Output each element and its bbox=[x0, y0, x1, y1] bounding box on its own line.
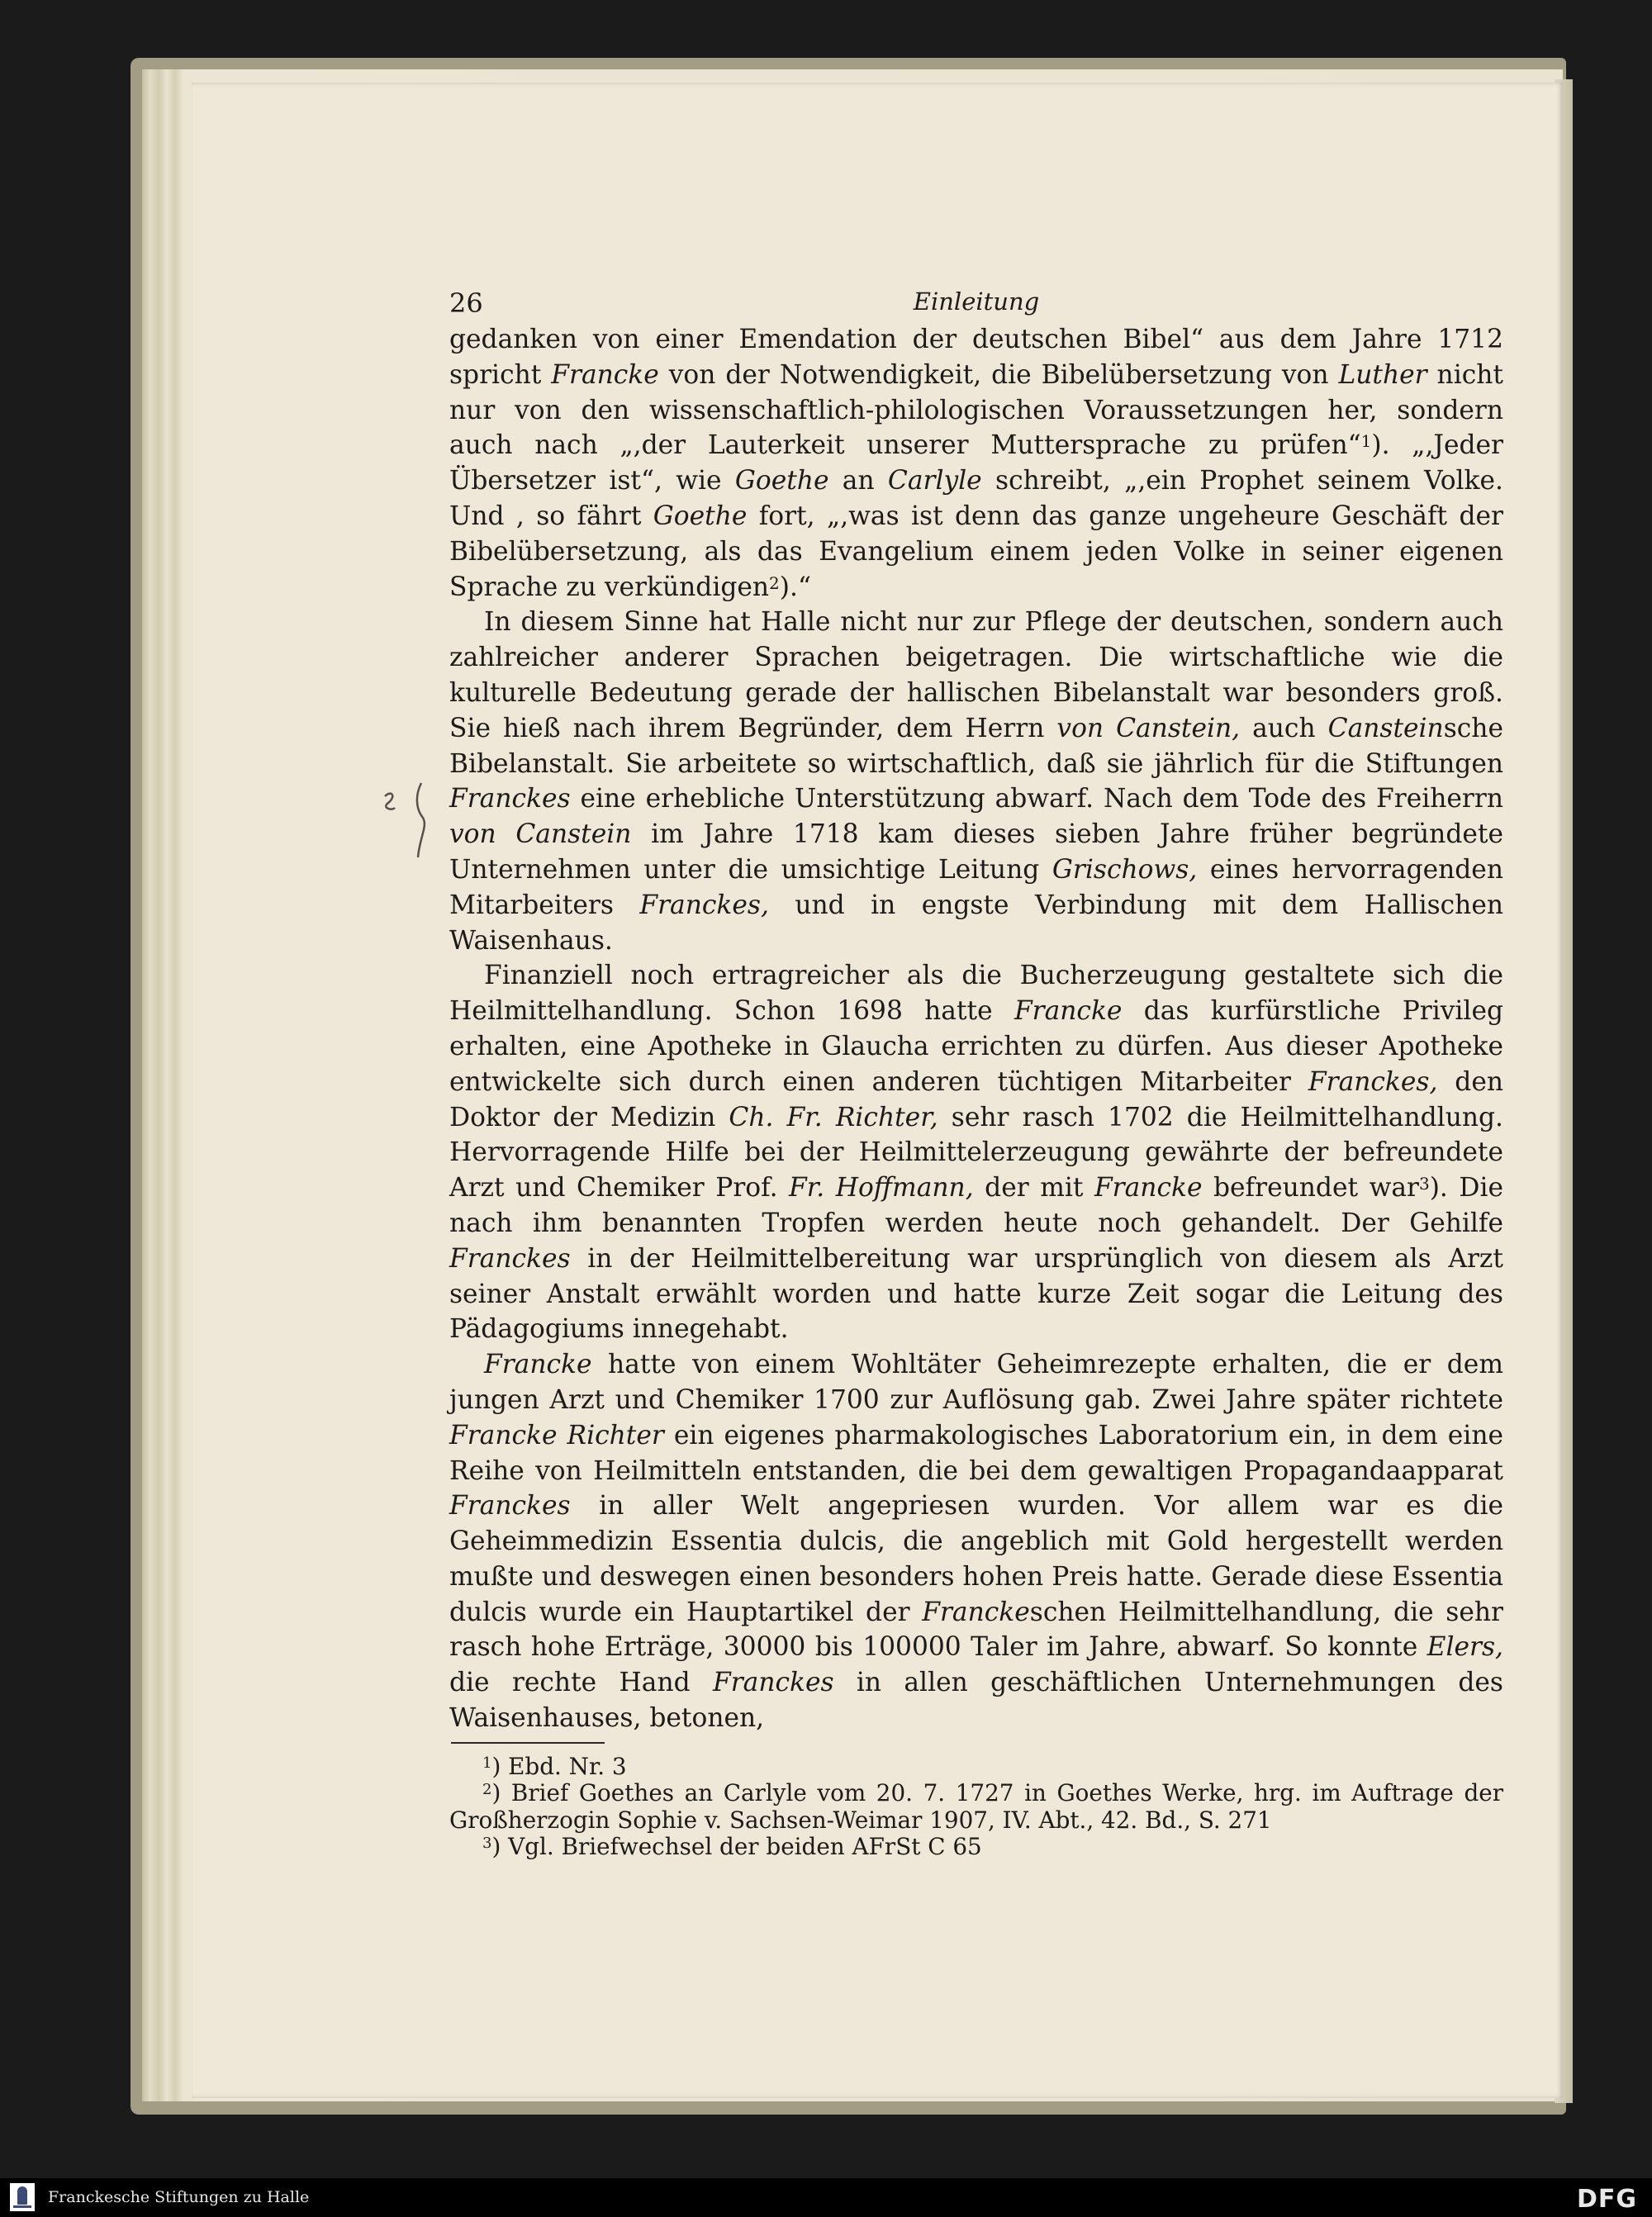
italic-name: Francke bbox=[922, 1597, 1030, 1627]
text-run: schen Heilmittelhandlung, die sehr rasch hohe Erträge, 30000 bis 100000 Taler im Jahre, abwarf. So konnte bbox=[449, 1597, 1503, 1663]
text-run: schreibt, „,ein Prophet seinem Volke. Und , so fährt bbox=[449, 466, 1503, 531]
italic-name: Franckes bbox=[449, 1491, 571, 1522]
text-run: von der Notwendigkeit, die Bibelübersetzung von bbox=[658, 359, 1339, 390]
running-title: Einleitung bbox=[913, 287, 1040, 316]
running-head bbox=[449, 281, 1503, 322]
italic-name: Franckes, bbox=[1308, 1066, 1438, 1097]
italic-name: Francke bbox=[551, 359, 659, 390]
italic-name: Francke bbox=[484, 1350, 592, 1380]
paragraph-4 bbox=[449, 1347, 1503, 1736]
italic-name: Francke Richter bbox=[449, 1420, 664, 1450]
italic-name: von Canstein, bbox=[1056, 713, 1241, 743]
text-run: im Jahre 1718 kam dieses sieben Jahre früher begründete Unternehmen unter die umsichtige Leitung bbox=[449, 819, 1503, 885]
text-run: in aller Welt angepriesen wurden. Vor allem war es die Geheimmedizin Essentia dulcis, die angeblich mit Gold hergestellt werden mußte und deswegen einen besonders hohen Preis hatte. Gerade diese Essentia dulcis wurde ein Hauptartikel der bbox=[449, 1491, 1503, 1627]
italic-name: Francke bbox=[1014, 996, 1123, 1027]
text-run: In diesem Sinne hat Halle nicht nur zur Pflege der deutschen, sondern auch zahlreicher anderer Sprachen beigetragen. Die wirtschaftliche wie die kulturelle Bedeutung gerade der hallischen Bibelanstalt war besonders groß. Sie hieß nach ihrem Begründer, dem Herrn bbox=[449, 607, 1503, 743]
footnote-text: ) Vgl. Briefwechsel der beiden AFrSt C 65 bbox=[491, 1833, 982, 1861]
text-run: ).“ bbox=[779, 572, 811, 602]
italic-name: von Canstein bbox=[449, 819, 632, 850]
italic-name: Franckes bbox=[449, 1243, 571, 1274]
footnote-text: ) Ebd. Nr. 3 bbox=[491, 1752, 627, 1780]
footnotes bbox=[449, 1754, 1503, 1861]
italic-name: Luther bbox=[1338, 359, 1427, 390]
italic-name: Fr. Hoffmann, bbox=[789, 1173, 974, 1203]
text-run: eines hervorragenden Mitarbeiters bbox=[449, 854, 1503, 920]
footnote-2 bbox=[449, 1780, 1503, 1834]
text-run: der mit bbox=[973, 1173, 1094, 1203]
footnote-reference: 2 bbox=[769, 572, 780, 593]
italic-name: Grischows, bbox=[1051, 854, 1198, 885]
text-run: das kurfürstliche Privileg erhalten, eine Apotheke in Glaucha errichten zu dürfen. Aus dieser Apotheke entwickelte sich durch einen anderen tüchtigen Mitarbeiter bbox=[449, 996, 1504, 1097]
italic-name: Francke bbox=[1094, 1173, 1203, 1203]
italic-name: Ch. Fr. Richter, bbox=[729, 1102, 938, 1132]
text-run: auch bbox=[1240, 713, 1328, 743]
institution-link[interactable]: Franckesche Stiftungen zu Halle bbox=[48, 2188, 310, 2206]
text-run: ein eigenes pharmakologisches Laboratorium ein, in dem eine Reihe von Heilmitteln entstanden, die bei dem gewaltigen Propagandaapparat bbox=[449, 1420, 1503, 1486]
text-run: sehr rasch 1702 die Heilmittelhandlung. Hervorragende Hilfe bei der Heilmittelerzeugung gewährte der befreundete Arzt und Chemiker Prof. bbox=[449, 1102, 1503, 1203]
italic-name: Elers, bbox=[1427, 1632, 1503, 1663]
text-run: befreundet war bbox=[1202, 1173, 1419, 1203]
footnote-number: 3 bbox=[482, 1835, 492, 1853]
text-block bbox=[449, 281, 1503, 1861]
text-run: und in engste Verbindung mit dem Hallischen Waisenhaus. bbox=[449, 890, 1503, 956]
text-run: ). Die nach ihm benannten Tropfen werden heute noch gehandelt. Der Gehilfe bbox=[449, 1173, 1504, 1238]
text-run: eine erhebliche Unterstützung abwarf. Nach dem Tode des Freiherrn bbox=[570, 784, 1503, 814]
dfg-logo[interactable]: DFG bbox=[1576, 2185, 1637, 2214]
footnote-rule bbox=[451, 1742, 605, 1744]
figure-logo-icon[interactable] bbox=[10, 2183, 35, 2211]
text-run: nicht nur von den wissenschaftlich-philologischen Voraussetzungen her, sondern auch nach „,der Lauterkeit unserer Muttersprache zu prüfen“ bbox=[449, 359, 1503, 461]
text-run: sche Bibelanstalt. Sie arbeitete so wirtschaftlich, daß sie jährlich für die Stiftungen bbox=[449, 713, 1503, 779]
italic-name: Franckes, bbox=[639, 890, 769, 920]
text-run: die rechte Hand bbox=[449, 1668, 713, 1698]
body-text bbox=[449, 322, 1503, 1736]
pencil-margin-mark bbox=[373, 778, 439, 861]
italic-name: Franckes bbox=[712, 1668, 834, 1698]
text-run: hatte von einem Wohltäter Geheimrezepte erhalten, die er dem jungen Arzt und Chemiker 1700 zur Auflösung gab. Zwei Jahre später richtete bbox=[449, 1350, 1503, 1415]
text-run: fort, „,was ist denn das ganze ungeheure Geschäft der Bibelübersetzung, als das Evangelium einem jeden Volke in seiner eigenen Sprache zu verkündigen bbox=[449, 501, 1503, 602]
italic-name: Goethe bbox=[653, 501, 748, 531]
text-run: ). „,Jeder Übersetzer ist“, wie bbox=[449, 430, 1503, 496]
footnote-reference: 1 bbox=[1360, 431, 1372, 452]
text-run: in der Heilmittelbereitung war ursprünglich von diesem als Arzt seiner Anstalt erwählt worden und hatte kurze Zeit sogar die Leitung des Pädagogiums innegehabt. bbox=[449, 1243, 1503, 1345]
text-run: in allen geschäftlichen Unternehmungen des Waisenhauses, betonen, bbox=[449, 1668, 1503, 1734]
text-run: den Doktor der Medizin bbox=[449, 1066, 1503, 1132]
paragraph-1 bbox=[449, 322, 1503, 605]
italic-name: Goethe bbox=[734, 466, 829, 496]
text-run: Finanziell noch ertragreicher als die Bucherzeugung gestaltete sich die Heilmittelhandlung. Schon 1698 hatte bbox=[449, 961, 1503, 1027]
footnote-reference: 3 bbox=[1418, 1174, 1430, 1194]
italic-name: Carlyle bbox=[887, 466, 982, 496]
italic-name: Franckes bbox=[449, 784, 571, 814]
footnote-number: 2 bbox=[482, 1781, 492, 1799]
paragraph-3 bbox=[449, 958, 1503, 1347]
italic-name: Canstein bbox=[1327, 713, 1444, 743]
text-run: gedanken von einer Emendation der deutschen Bibel“ aus dem Jahre 1712 spricht bbox=[449, 325, 1503, 390]
text-run: an bbox=[828, 466, 888, 496]
footnote-1 bbox=[449, 1754, 1503, 1781]
footnote-number: 1 bbox=[482, 1754, 492, 1772]
footnote-3 bbox=[449, 1834, 1503, 1861]
footnote-text: ) Brief Goethes an Carlyle vom 20. 7. 1727 in Goethes Werke, hrg. im Auftrage der Großherzogin Sophie v. Sachsen-Weimar 1907, IV. Abt., 42. Bd., S. 271 bbox=[449, 1779, 1503, 1834]
page-number: 26 bbox=[449, 287, 483, 319]
paragraph-2 bbox=[449, 605, 1503, 958]
